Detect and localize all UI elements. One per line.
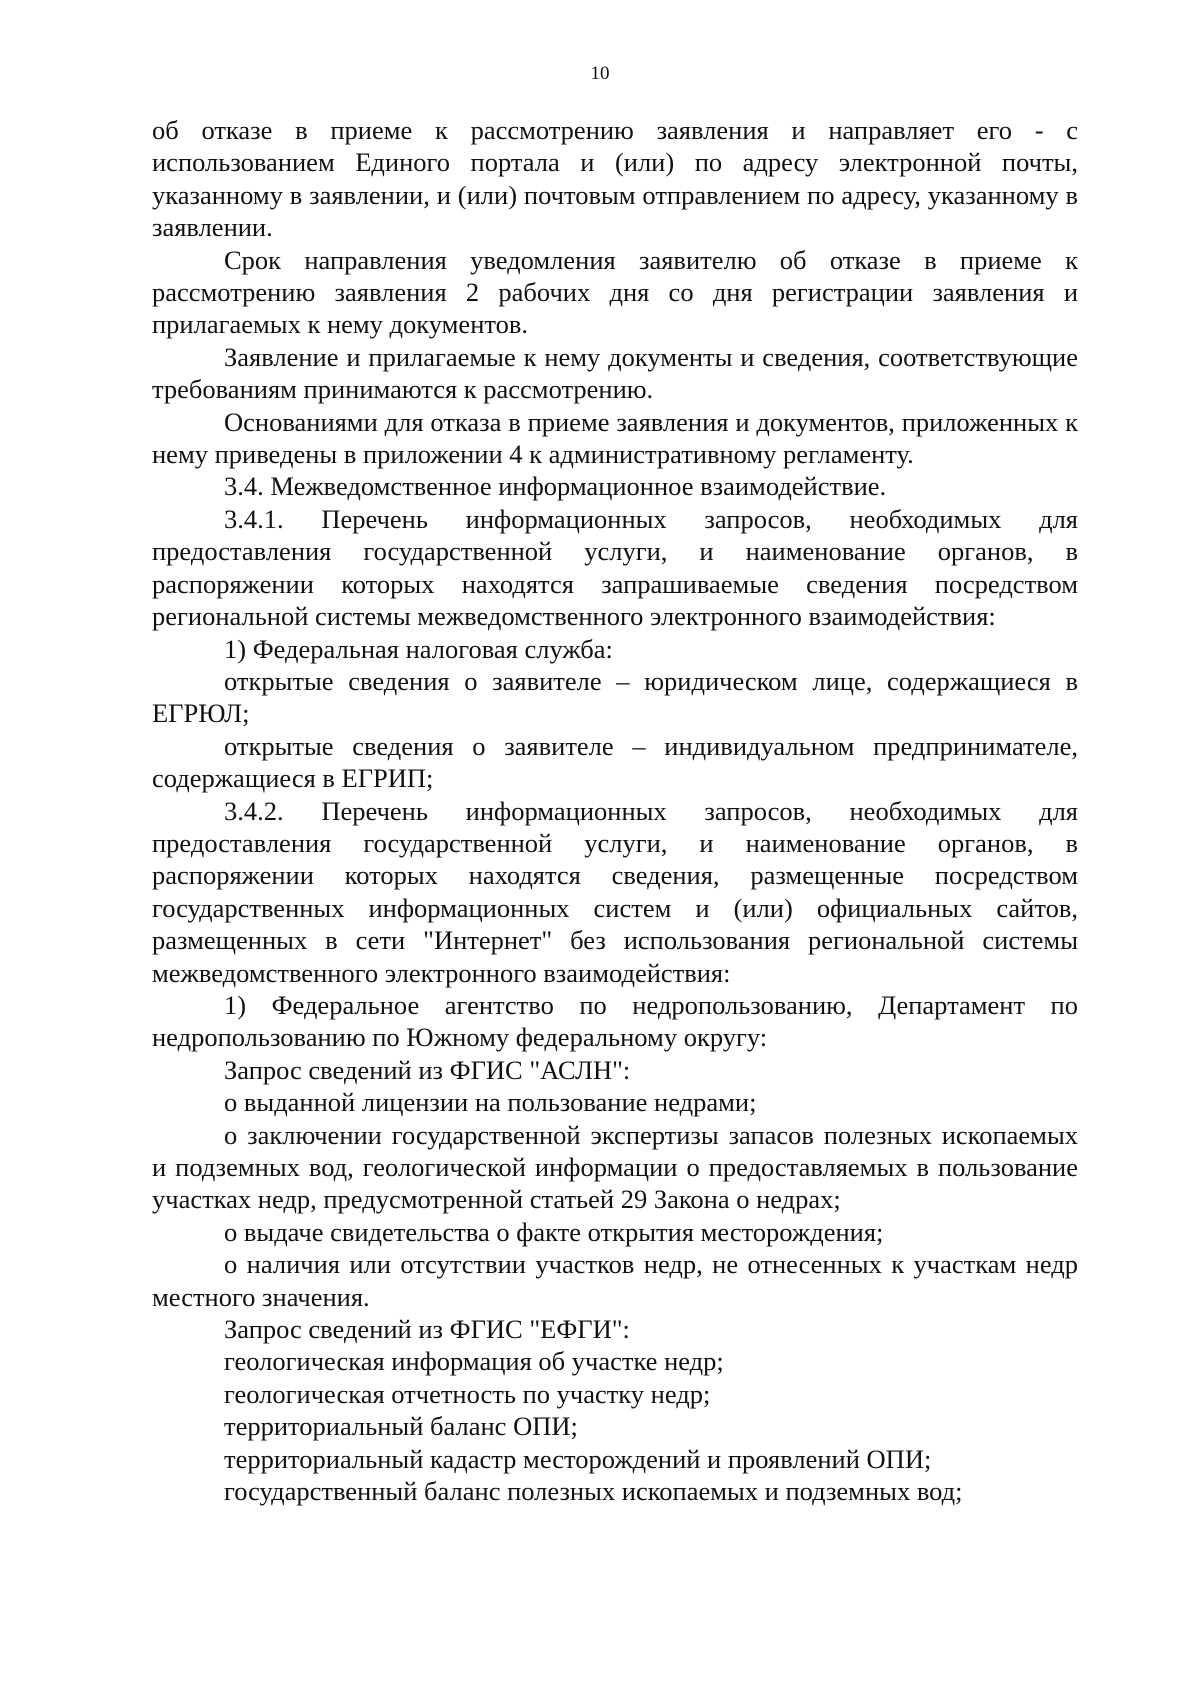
list-item-territorial-balance: территориальный баланс ОПИ;: [224, 1411, 578, 1442]
list-item-geological-reports: геологическая отчетность по участку недр;: [224, 1378, 711, 1409]
request-asln-heading: Запрос сведений из ФГИС "АСЛН":: [224, 1054, 631, 1085]
list-item-license: о выданной лицензии на пользование недрами;: [224, 1087, 757, 1118]
list-item-discovery-certificate: о выдаче свидетельства о факте открытия месторождения;: [224, 1216, 884, 1247]
paragraph-3-4-2: 3.4.2. Перечень информационных запросов, необходимых для предоставления государственной услуги, и наименование органов, в распоряжении которых находятся сведения, размещенные посредством государственных информационных систем и (или) официальных сайтов, размещенных в сети "Интернет" без использования региональной системы межведомственного электронного взаимодействия:: [152, 795, 1078, 988]
list-item-egrul: открытые сведения о заявителе – юридическом лице, содержащиеся в ЕГРЮЛ;: [152, 665, 1078, 729]
list-item-state-balance: государственный баланс полезных ископаемых и подземных вод;: [224, 1476, 963, 1507]
list-item-expertise: о заключении государственной экспертизы запасов полезных ископаемых и подземных вод, геологической информации о предоставляемых в пользование участках недр, предусмотренной статьей 29 Закона о недрах;: [152, 1119, 1078, 1215]
paragraph-3-4-1: 3.4.1. Перечень информационных запросов, необходимых для предоставления государственной услуги, и наименование органов, в распоряжении которых находятся запрашиваемые сведения посредством региональной системы межведомственного электронного взаимодействия:: [152, 503, 1078, 632]
list-item-subsoil-plots: о наличия или отсутствии участков недр, не отнесенных к участкам недр местного значения.: [152, 1249, 1078, 1312]
document-body: [152, 114, 1078, 1507]
list-item-subsoil-agency: 1) Федеральное агентство по недропользованию, Департамент по недропользованию по Южному федеральному округу:: [152, 989, 1078, 1053]
list-item-geological-info: геологическая информация об участке недр;: [224, 1346, 724, 1377]
paragraph-notice-deadline: Срок направления уведомления заявителю об отказе в приеме к рассмотрению заявления 2 рабочих дня со дня регистрации заявления и прилагаемых к нему документов.: [152, 244, 1078, 340]
section-heading-3-4: 3.4. Межведомственное информационное взаимодействие.: [224, 471, 887, 502]
request-efgi-heading: Запрос сведений из ФГИС "ЕФГИ":: [224, 1314, 630, 1345]
paragraph-refusal-grounds: Основаниями для отказа в приеме заявления и документов, приложенных к нему приведены в приложении 4 к административному регламенту.: [152, 406, 1078, 470]
paragraph-refusal-notice: об отказе в приеме к рассмотрению заявления и направляет его - с использованием Единого портала и (или) по адресу электронной почты, указанному в заявлении, и (или) почтовым отправлением по адресу, указанному в заявлении.: [152, 115, 1078, 243]
paragraph-accepted-documents: Заявление и прилагаемые к нему документы и сведения, соответствующие требованиям принимаются к рассмотрению.: [152, 341, 1078, 405]
list-item-egrip: открытые сведения о заявителе – индивидуальном предпринимателе, содержащиеся в ЕГРИП;: [152, 730, 1078, 794]
page-number: 10: [590, 63, 610, 84]
list-item-tax-service: 1) Федеральная налоговая служба:: [224, 633, 613, 664]
list-item-territorial-cadastre: территориальный кадастр месторождений и проявлений ОПИ;: [224, 1443, 932, 1474]
